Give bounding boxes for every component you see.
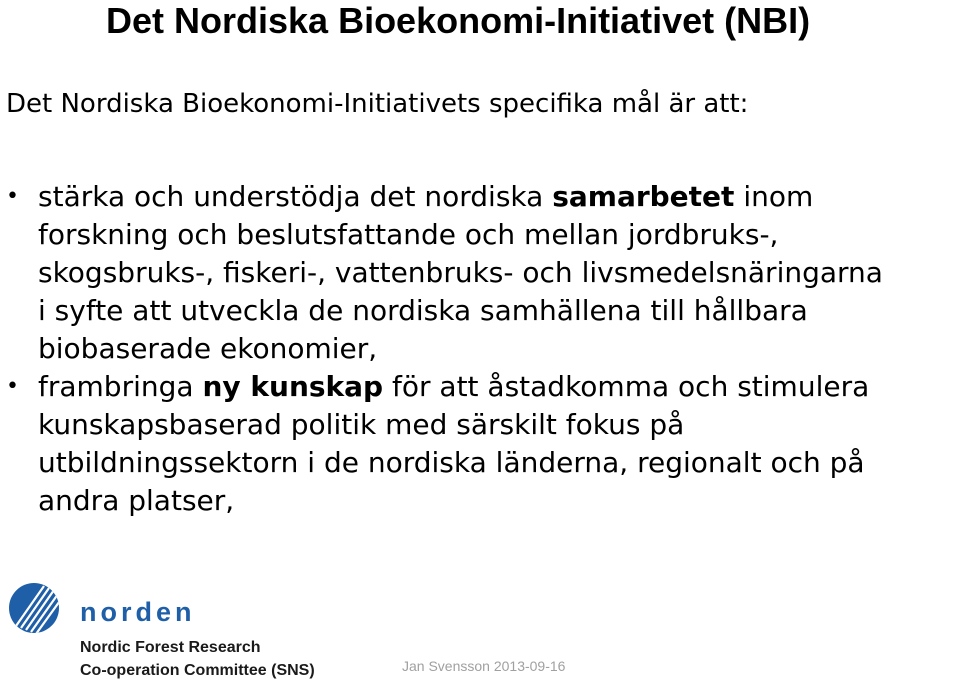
- bullet-line: frambringa ny kunskap för att åstadkomma och stimulera: [38, 370, 870, 403]
- logo-line-2: Co-operation Committee (SNS): [80, 662, 315, 679]
- svg-text:norden: norden: [80, 600, 196, 624]
- bullet-item-1: [0, 178, 955, 368]
- bullet-dot-icon: •: [6, 184, 19, 209]
- slide-title: Det Nordiska Bioekonomi-Initiativet (NBI): [106, 0, 811, 41]
- bullet-line: skogsbruks-, fiskeri-, vattenbruks- och livsmedelsnäringarna: [38, 256, 883, 289]
- bullet-line: forskning och beslutsfattande och mellan jordbruks-,: [38, 218, 779, 251]
- norden-wordmark: [80, 600, 262, 624]
- bullet-line: i syfte att utveckla de nordiska samhällena till hållbara: [38, 294, 808, 327]
- bullet-line: andra platser,: [38, 484, 235, 517]
- emphasis-samarbetet: samarbetet: [552, 180, 735, 213]
- slide-subtitle: Det Nordiska Bioekonomi-Initiativets specifika mål är att:: [6, 89, 749, 119]
- bullet-list: [0, 178, 955, 520]
- bullet-line: kunskapsbaserad politik med särskilt fokus på: [38, 408, 685, 441]
- bullet-line: biobaserade ekonomier,: [38, 332, 378, 365]
- logo-line-1: Nordic Forest Research: [80, 639, 261, 656]
- bullet-line: utbildningssektorn i de nordiska länderna, regionalt och på: [38, 446, 865, 479]
- footer-author-date: Jan Svensson 2013-09-16: [402, 658, 566, 674]
- bullet-item-2: [0, 368, 955, 520]
- nordic-forest-research-logo: [8, 582, 315, 682]
- bullet-line: stärka och understödja det nordiska samarbetet inom: [38, 180, 814, 213]
- norden-swan-globe-icon: [8, 582, 60, 634]
- bullet-dot-icon: •: [6, 374, 19, 399]
- emphasis-ny-kunskap: ny kunskap: [202, 370, 384, 403]
